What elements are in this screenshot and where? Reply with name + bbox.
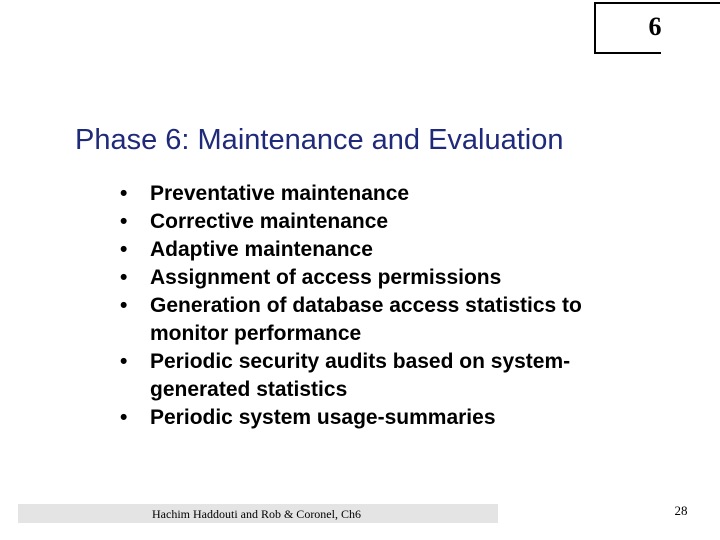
bullet-item [120, 236, 680, 264]
bullet-text: Corrective maintenance [150, 210, 389, 233]
bullet-item [120, 180, 680, 208]
slide-title: Phase 6: Maintenance and Evaluation [75, 124, 564, 156]
bullet-text-continued: monitor performance [150, 322, 362, 345]
chapter-number: 6 [648, 12, 662, 41]
bullet-text-continued: generated statistics [150, 378, 348, 401]
bullet-text: Periodic system usage-summaries [150, 406, 496, 429]
bullet-dot: • [120, 238, 128, 261]
bullet-item [120, 348, 680, 404]
bullet-item [120, 404, 680, 432]
bullet-list [120, 180, 680, 432]
bullet-dot: • [120, 266, 128, 289]
bullet-item [120, 264, 680, 292]
bullet-dot: • [120, 350, 128, 373]
page-number: 28 [674, 503, 688, 518]
bullet-text: Periodic security audits based on system- [150, 350, 571, 373]
bullet-item [120, 208, 680, 236]
bullet-dot: • [120, 406, 128, 429]
bullet-dot: • [120, 182, 128, 205]
bullet-text: Preventative maintenance [150, 182, 410, 205]
bullet-item [120, 292, 680, 348]
bullet-text: Adaptive maintenance [150, 238, 373, 261]
footer-credit: Hachim Haddouti and Rob & Coronel, Ch6 [152, 507, 361, 521]
bullet-dot: • [120, 294, 128, 317]
bullet-dot: • [120, 210, 128, 233]
bullet-text: Assignment of access permissions [150, 266, 502, 289]
bullet-text: Generation of database access statistics to [150, 294, 582, 317]
